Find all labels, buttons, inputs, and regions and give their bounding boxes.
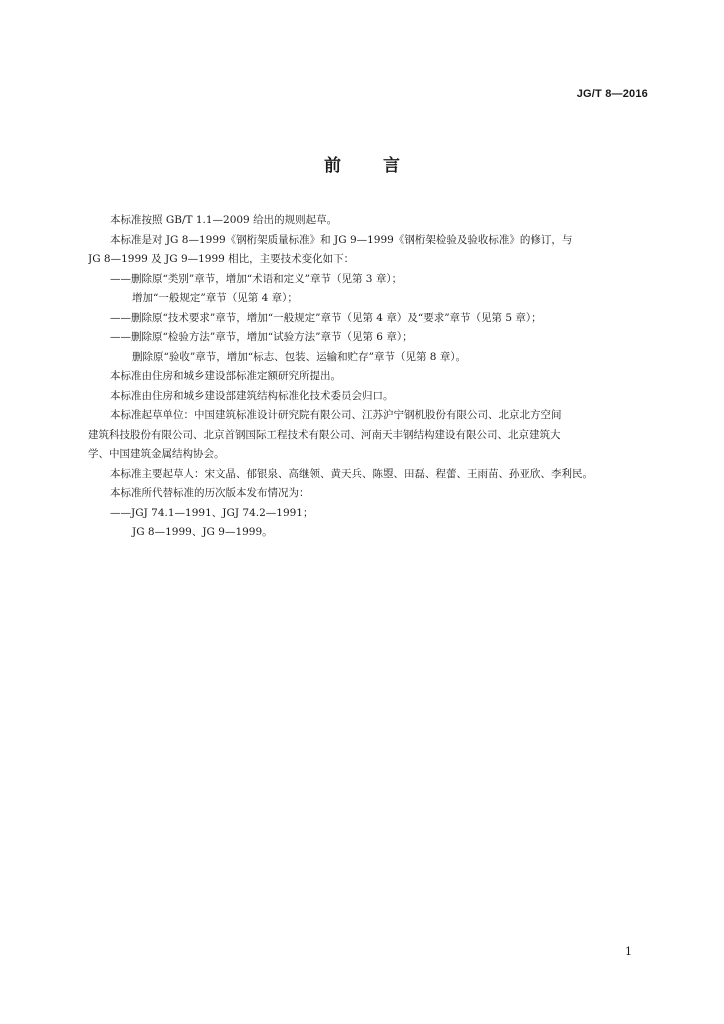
paragraph: 建筑科技股份有限公司、北京首钢国际工程技术有限公司、河南天丰钢结构建设有限公司、北京建筑大 [88,428,561,441]
list-item: ——JGJ 74.1—1991、JGJ 74.2—1991； [110,506,314,519]
list-item: ——删除原“类别”章节，增加“术语和定义”章节（见第 3 章）； [110,272,403,285]
paragraph: 本标准主要起草人：宋文晶、郁银泉、高继领、黄天兵、陈曌、田磊、程蕾、王雨苗、孙亚欣、李利民。 [110,467,593,480]
paragraph: 学、中国建筑金属结构协会。 [88,448,225,460]
paragraph: 本标准由住房和城乡建设部建筑结构标准化技术委员会归口。 [110,389,394,402]
list-item: 删除原“验收”章节，增加“标志、包装、运输和贮存”章节（见第 8 章）。 [132,350,467,363]
paragraph: 本标准由住房和城乡建设部标准定额研究所提出。 [110,370,341,382]
foreword-body [88,211,650,543]
list-item: 增加“一般规定”章节（见第 4 章）； [132,292,298,304]
paragraph: JG 8—1999 及 JG 9—1999 相比，主要技术变化如下： [88,253,355,265]
list-item: ——删除原“检验方法”章节，增加“试验方法”章节（见第 6 章）； [110,331,413,343]
list-item: ——删除原“技术要求”章节，增加“一般规定”章节（见第 4 章）及“要求”章节（见第 5 章）； [110,311,542,324]
paragraph: 本标准是对 JG 8—1999《钢桁架质量标准》和 JG 9—1999《钢桁架检验及验收标准》的修订，与 [110,233,573,246]
paragraph: 本标准按照 GB/T 1.1—2009 给出的规则起草。 [110,214,338,226]
paragraph: 本标准所代替标准的历次版本发布情况为： [110,487,310,499]
page-title: 前言 [324,156,442,176]
standard-code: JG/T 8—2016 [576,88,648,100]
list-item: JG 8—1999、JG 9—1999。 [132,526,273,538]
page-number: 1 [625,945,632,958]
paragraph: 本标准起草单位：中国建筑标准设计研究院有限公司、江苏沪宁钢机股份有限公司、北京北方空间 [110,409,562,421]
